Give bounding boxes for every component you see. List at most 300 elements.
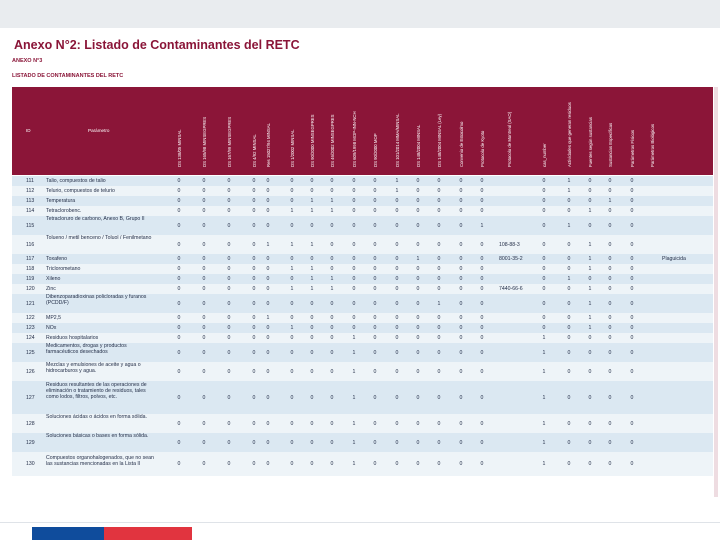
cell-value: 0 — [480, 439, 484, 446]
cell-value: 0 — [608, 325, 612, 331]
cell-value: 0 — [310, 315, 314, 321]
cell-value: 0 — [416, 286, 420, 292]
cell-value: 0 — [252, 394, 256, 401]
cell-value: 0 — [630, 461, 634, 467]
cell-value: 0 — [416, 439, 420, 446]
cell-value: 1 — [352, 439, 356, 446]
table-row — [12, 176, 713, 186]
cell-value: 0 — [608, 178, 612, 184]
cell-id: 115 — [26, 222, 35, 229]
cell-value: 0 — [416, 276, 420, 282]
cell-value: 0 — [459, 276, 463, 282]
cell-value: 0 — [252, 300, 256, 307]
header-rotated-label: DS 165/98 MINSEGPRES — [202, 116, 207, 167]
cell-id: 124 — [26, 335, 35, 341]
cell-value: 0 — [352, 300, 356, 307]
cell-value: 0 — [608, 300, 612, 307]
cell-value: 0 — [177, 335, 181, 341]
cell-value: 0 — [330, 439, 334, 446]
header-rotated-label: Res 15027/94 MINSAL — [266, 123, 271, 167]
cell-value: 0 — [266, 266, 270, 272]
cell-value: 0 — [437, 335, 441, 341]
cell-value: 0 — [252, 420, 256, 427]
cell-value: 0 — [630, 198, 634, 204]
cell-value: 1 — [352, 420, 356, 427]
cell-value: 0 — [310, 178, 314, 184]
cell-value: 0 — [227, 335, 231, 341]
cell-value: 0 — [252, 349, 256, 356]
cell-cas-number: 108-88-3 — [499, 241, 520, 248]
cell-value: 0 — [373, 178, 377, 184]
cell-value: 0 — [227, 198, 231, 204]
cell-value: 0 — [437, 256, 441, 262]
cell-value: 1 — [310, 286, 314, 292]
cell-value: 0 — [290, 439, 294, 446]
cell-value: 0 — [437, 439, 441, 446]
cell-value: 0 — [416, 325, 420, 331]
cell-value: 0 — [227, 266, 231, 272]
cell-id: 127 — [26, 394, 35, 401]
cell-value: 1 — [588, 241, 592, 248]
cell-value: 0 — [290, 315, 294, 321]
cell-value: 0 — [227, 300, 231, 307]
cell-value: 0 — [252, 188, 256, 194]
cell-value: 0 — [437, 208, 441, 214]
cell-value: 0 — [608, 368, 612, 375]
cell-value: 0 — [202, 335, 206, 341]
cell-value: 0 — [588, 439, 592, 446]
cell-value: 0 — [416, 420, 420, 427]
cell-value: 0 — [416, 349, 420, 356]
table-row — [12, 362, 713, 381]
cell-value: 0 — [459, 368, 463, 375]
cell-value: 0 — [330, 266, 334, 272]
cell-value: 1 — [567, 276, 571, 282]
cell-value: 0 — [437, 198, 441, 204]
cell-value: 0 — [480, 461, 484, 467]
cell-value: 0 — [252, 286, 256, 292]
cell-value: 0 — [630, 266, 634, 272]
cell-value: 0 — [608, 349, 612, 356]
cell-value: 0 — [542, 256, 546, 262]
cell-value: 0 — [310, 439, 314, 446]
cell-value: 0 — [395, 368, 399, 375]
cell-value: 0 — [202, 286, 206, 292]
cell-value: 1 — [588, 208, 592, 214]
cell-value: 0 — [252, 256, 256, 262]
cell-value: 0 — [416, 315, 420, 321]
header-rotated-label: DS 101/2014 MMA/MINSAL — [395, 113, 400, 167]
cell-value: 0 — [567, 461, 571, 467]
cell-value: 0 — [480, 178, 484, 184]
cell-value: 0 — [459, 325, 463, 331]
header-id: ID — [26, 128, 31, 133]
cell-parametro: Toxafeno — [46, 255, 68, 262]
cell-value: 0 — [480, 394, 484, 401]
cell-value: 1 — [310, 198, 314, 204]
table-row — [12, 216, 713, 235]
cell-value: 0 — [202, 368, 206, 375]
cell-value: 0 — [266, 325, 270, 331]
cell-value: 0 — [542, 300, 546, 307]
cell-value: 0 — [459, 198, 463, 204]
cell-value: 0 — [567, 266, 571, 272]
cell-value: 0 — [630, 178, 634, 184]
cell-id: 112 — [26, 188, 35, 194]
cell-value: 0 — [416, 368, 420, 375]
cell-value: 0 — [588, 461, 592, 467]
cell-value: 0 — [395, 325, 399, 331]
cell-value: 0 — [310, 461, 314, 467]
cell-value: 0 — [567, 256, 571, 262]
cell-value: 1 — [567, 188, 571, 194]
cell-value: 1 — [542, 420, 546, 427]
cell-value: 0 — [567, 208, 571, 214]
table-row — [12, 333, 713, 343]
cell-value: 0 — [630, 222, 634, 229]
header-rotated-label: DS 138/05 MINSAL — [177, 129, 182, 167]
cell-value: 0 — [290, 222, 294, 229]
cell-parametro: Telurio, compuestos de telurio — [46, 187, 115, 194]
cell-value: 0 — [459, 461, 463, 467]
cell-value: 0 — [252, 276, 256, 282]
header-rotated-label: DS 90/2000 MINSEGPRES — [310, 114, 315, 167]
cell-value: 0 — [588, 349, 592, 356]
footer-brand-blue — [32, 527, 104, 540]
cell-value: 0 — [542, 315, 546, 321]
cell-value: 0 — [252, 439, 256, 446]
cell-value: 0 — [252, 198, 256, 204]
cell-parametro: Xileno — [46, 275, 61, 282]
cell-value: 0 — [459, 286, 463, 292]
cell-value: 0 — [542, 325, 546, 331]
cell-value: 0 — [373, 325, 377, 331]
cell-value: 0 — [202, 222, 206, 229]
cell-value: 0 — [608, 266, 612, 272]
cell-value: 0 — [227, 368, 231, 375]
cell-value: 0 — [352, 266, 356, 272]
cell-value: 0 — [373, 222, 377, 229]
cell-value: 0 — [480, 266, 484, 272]
cell-value: 0 — [252, 178, 256, 184]
cell-parametro: Soluciones básicas o bases en forma sólida. — [46, 433, 149, 440]
cell-value: 0 — [542, 241, 546, 248]
cell-value: 0 — [177, 368, 181, 375]
cell-value: 0 — [202, 349, 206, 356]
cell-value: 0 — [480, 420, 484, 427]
cell-cas-number: 8001-35-2 — [499, 256, 523, 262]
cell-value: 0 — [202, 276, 206, 282]
cell-value: 0 — [567, 241, 571, 248]
cell-value: 0 — [437, 315, 441, 321]
cell-value: 0 — [567, 315, 571, 321]
table-row — [12, 274, 713, 284]
cell-value: 0 — [437, 420, 441, 427]
cell-value: 0 — [330, 241, 334, 248]
cell-value: 0 — [290, 349, 294, 356]
cell-value: 0 — [437, 276, 441, 282]
cell-value: 0 — [202, 439, 206, 446]
cell-value: 1 — [310, 276, 314, 282]
table-row — [12, 433, 713, 452]
cell-value: 0 — [416, 198, 420, 204]
cell-value: 0 — [352, 178, 356, 184]
cell-value: 0 — [630, 286, 634, 292]
cell-value: 0 — [373, 349, 377, 356]
cell-value: 0 — [542, 222, 546, 229]
cell-value: 0 — [437, 241, 441, 248]
cell-parametro: Talio, compuestos de talio — [46, 177, 106, 184]
cell-id: 130 — [26, 461, 35, 467]
header-rotated-label: DS 1/2002 MINSAL — [290, 129, 295, 167]
cell-value: 0 — [227, 286, 231, 292]
cell-value: 0 — [608, 188, 612, 194]
cell-value: 1 — [567, 222, 571, 229]
cell-value: 0 — [290, 394, 294, 401]
cell-value: 0 — [480, 241, 484, 248]
cell-value: 0 — [330, 335, 334, 341]
table-row — [12, 294, 713, 313]
cell-id: 116 — [26, 241, 35, 248]
cell-value: 0 — [227, 420, 231, 427]
header-rotated-label: cas_number — [542, 143, 547, 167]
cell-value: 0 — [542, 208, 546, 214]
cell-id: 129 — [26, 439, 35, 446]
cell-value: 0 — [373, 420, 377, 427]
top-band — [0, 0, 720, 28]
cell-value: 0 — [480, 315, 484, 321]
cell-value: 0 — [567, 439, 571, 446]
cell-value: 0 — [542, 178, 546, 184]
cell-value: 0 — [630, 208, 634, 214]
cell-value: 0 — [373, 208, 377, 214]
cell-value: 0 — [252, 241, 256, 248]
cell-value: 0 — [630, 276, 634, 282]
cell-value: 0 — [459, 266, 463, 272]
cell-value: 1 — [266, 315, 270, 321]
cell-value: 0 — [395, 300, 399, 307]
cell-value: 0 — [416, 394, 420, 401]
header-rotated-label: Parámetros Biológicos — [650, 124, 655, 167]
cell-value: 1 — [310, 266, 314, 272]
cell-id: 113 — [26, 198, 35, 204]
header-parametro: Parámetro — [88, 128, 110, 133]
cell-value: 0 — [352, 276, 356, 282]
cell-value: 0 — [330, 188, 334, 194]
cell-value: 0 — [373, 315, 377, 321]
cell-value: 0 — [567, 325, 571, 331]
cell-parametro: MP2,5 — [46, 314, 61, 321]
cell-value: 0 — [290, 276, 294, 282]
cell-value: 0 — [290, 420, 294, 427]
cell-parametro: Triclorometano — [46, 265, 81, 272]
cell-value: 0 — [352, 208, 356, 214]
cell-value: 0 — [373, 188, 377, 194]
cell-value: 0 — [542, 286, 546, 292]
cell-value: 0 — [480, 198, 484, 204]
cell-value: 0 — [588, 335, 592, 341]
cell-value: 0 — [459, 256, 463, 262]
cell-value: 0 — [266, 256, 270, 262]
cell-cas-number: 7440-66-6 — [499, 286, 523, 292]
cell-value: 0 — [395, 461, 399, 467]
header-rotated-label: DS 148/2004 MINSAL — [416, 124, 421, 167]
cell-value: 0 — [395, 420, 399, 427]
cell-value: 0 — [416, 188, 420, 194]
cell-value: 0 — [437, 222, 441, 229]
table-row — [12, 381, 713, 414]
cell-value: 0 — [177, 315, 181, 321]
cell-value: 0 — [252, 222, 256, 229]
cell-value: 0 — [266, 461, 270, 467]
cell-id: 128 — [26, 420, 35, 427]
cell-value: 0 — [352, 325, 356, 331]
cell-value: 0 — [266, 439, 270, 446]
cell-parametro: Tetraclorobenc. — [46, 207, 82, 214]
cell-value: 1 — [567, 178, 571, 184]
cell-value: 0 — [567, 368, 571, 375]
cell-value: 0 — [290, 188, 294, 194]
cell-value: 0 — [227, 394, 231, 401]
cell-value: 0 — [588, 394, 592, 401]
cell-value: 1 — [588, 256, 592, 262]
cell-value: 0 — [310, 222, 314, 229]
cell-value: 0 — [373, 439, 377, 446]
cell-value: 0 — [177, 222, 181, 229]
cell-value: 0 — [588, 368, 592, 375]
header-rotated-label: DS 167/99 MINSEGPRES — [227, 116, 232, 167]
cell-value: 0 — [330, 325, 334, 331]
cell-value: 0 — [177, 241, 181, 248]
cell-value: 0 — [416, 208, 420, 214]
cell-value: 1 — [437, 300, 441, 307]
cell-value: 0 — [352, 198, 356, 204]
cell-value: 0 — [395, 349, 399, 356]
cell-value: 0 — [373, 241, 377, 248]
cell-value: 0 — [227, 315, 231, 321]
cell-value: 0 — [395, 439, 399, 446]
cell-id: 119 — [26, 276, 35, 282]
cell-value: 0 — [227, 241, 231, 248]
cell-value: 1 — [330, 276, 334, 282]
cell-value: 0 — [266, 178, 270, 184]
table-row — [12, 452, 713, 476]
cell-value: 0 — [588, 198, 592, 204]
cell-id: 125 — [26, 349, 35, 356]
cell-value: 0 — [459, 300, 463, 307]
cell-value: 0 — [252, 368, 256, 375]
cell-value: 0 — [227, 349, 231, 356]
header-rotated-label: Actividades que generan residuos — [567, 102, 572, 167]
cell-value: 0 — [437, 286, 441, 292]
cell-value: 0 — [608, 420, 612, 427]
cell-value: 0 — [290, 198, 294, 204]
cell-value: 0 — [437, 368, 441, 375]
cell-value: 0 — [373, 198, 377, 204]
cell-id: 111 — [26, 178, 34, 184]
cell-value: 0 — [437, 325, 441, 331]
cell-value: 1 — [290, 266, 294, 272]
cell-value: 0 — [630, 188, 634, 194]
cell-value: 0 — [266, 276, 270, 282]
cell-value: 0 — [437, 461, 441, 467]
cell-value: 0 — [202, 256, 206, 262]
cell-value: 1 — [416, 256, 420, 262]
cell-value: 0 — [202, 420, 206, 427]
cell-parametro: NOx — [46, 324, 57, 331]
cell-value: 0 — [227, 276, 231, 282]
cell-note: Plaguicida — [662, 256, 686, 262]
cell-value: 0 — [588, 420, 592, 427]
cell-value: 0 — [177, 394, 181, 401]
cell-parametro: Soluciones ácidas o ácidos en forma sólida. — [46, 414, 147, 421]
cell-value: 0 — [227, 208, 231, 214]
cell-value: 0 — [630, 325, 634, 331]
cell-value: 1 — [290, 208, 294, 214]
cell-value: 0 — [177, 208, 181, 214]
cell-value: 0 — [330, 394, 334, 401]
cell-value: 0 — [266, 286, 270, 292]
cell-value: 0 — [290, 178, 294, 184]
cell-value: 1 — [290, 325, 294, 331]
cell-value: 0 — [177, 300, 181, 307]
footer-brand-red — [104, 527, 192, 540]
cell-value: 0 — [330, 300, 334, 307]
cell-value: 0 — [266, 368, 270, 375]
cell-value: 0 — [227, 461, 231, 467]
cell-value: 0 — [459, 420, 463, 427]
cell-value: 0 — [202, 394, 206, 401]
cell-value: 0 — [567, 349, 571, 356]
cell-value: 0 — [330, 461, 334, 467]
cell-value: 0 — [630, 335, 634, 341]
cell-value: 1 — [352, 335, 356, 341]
header-rotated-label: DS 90/2000 MOP — [373, 133, 378, 167]
cell-id: 121 — [26, 300, 35, 307]
cell-parametro: Residuos resultantes de las operaciones de eliminación o tratamiento de residuos, tales como lodos, filtros, polvos, etc. — [46, 382, 147, 401]
header-rotated-label: Sustancias Específicas — [608, 122, 613, 167]
cell-value: 0 — [416, 266, 420, 272]
cell-value: 0 — [202, 241, 206, 248]
cell-value: 0 — [480, 286, 484, 292]
cell-value: 0 — [330, 222, 334, 229]
cell-value: 0 — [630, 315, 634, 321]
cell-value: 0 — [395, 286, 399, 292]
cell-value: 1 — [588, 300, 592, 307]
cell-value: 1 — [395, 178, 399, 184]
header-rotated-label: DS 148/2004 MINSAL (Ley) — [437, 113, 442, 167]
cell-value: 0 — [177, 198, 181, 204]
cell-value: 0 — [202, 198, 206, 204]
cell-value: 1 — [290, 286, 294, 292]
cell-value: 0 — [177, 286, 181, 292]
cell-value: 0 — [608, 241, 612, 248]
cell-value: 0 — [480, 335, 484, 341]
cell-value: 0 — [177, 178, 181, 184]
table-header — [12, 87, 713, 175]
cell-value: 0 — [352, 256, 356, 262]
cell-value: 1 — [588, 325, 592, 331]
cell-value: 1 — [542, 461, 546, 467]
cell-value: 0 — [437, 188, 441, 194]
cell-value: 0 — [252, 315, 256, 321]
cell-value: 0 — [373, 286, 377, 292]
cell-value: 0 — [395, 222, 399, 229]
cell-value: 0 — [177, 256, 181, 262]
cell-value: 0 — [330, 349, 334, 356]
table-row — [12, 343, 713, 362]
cell-value: 0 — [202, 315, 206, 321]
